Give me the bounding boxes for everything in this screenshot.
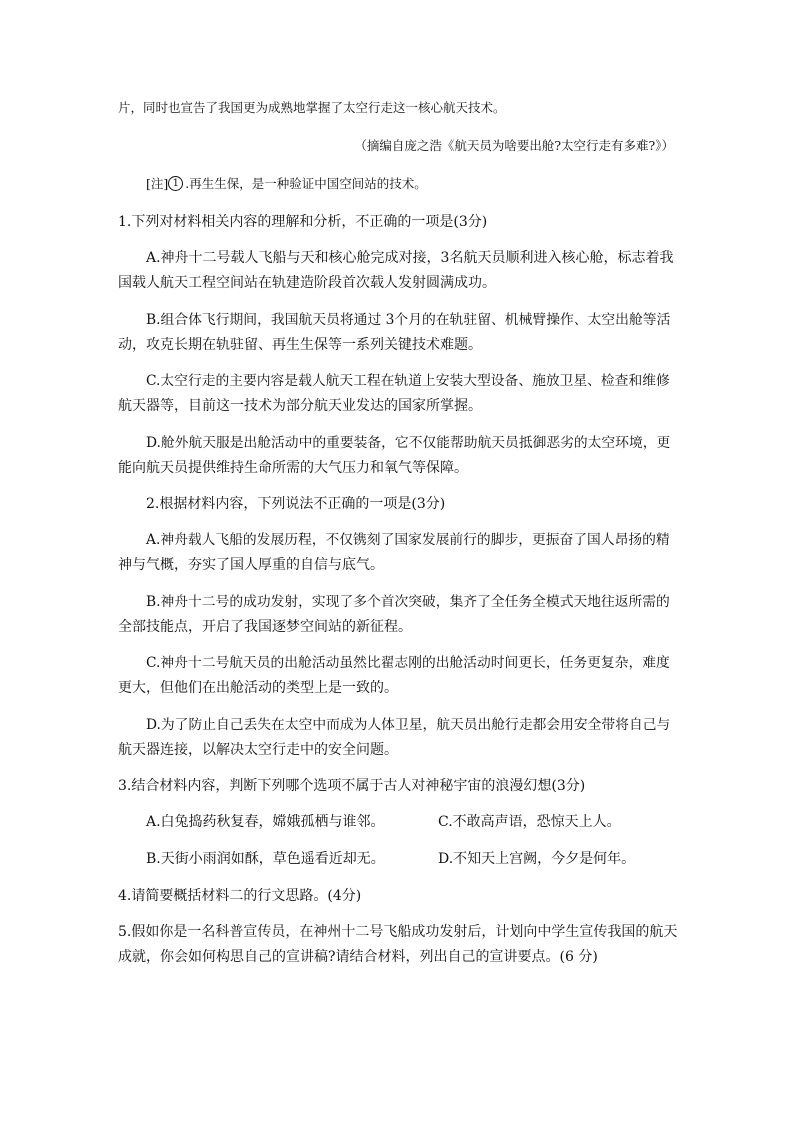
circled-number-icon: 1 [168,176,183,191]
q2-option-d-line2: 航天器连接，以解决太空行走中的安全问题。 [118,742,398,758]
question-4-stem: 4.请简要概括材料二的行文思路。(4分) [118,888,362,904]
q2-option-a-line2: 神与气概，夯实了国人厚重的自信与底气。 [118,557,384,573]
annotation-note [146,174,676,194]
q3-option-d: D.不知天上宫阙，今夕是何年。 [438,851,636,867]
question-5-line2: 成就，你会如何构思自己的宣讲稿?请结合材料，列出自己的宣讲要点。(6 分) [118,949,598,965]
q1-option-c-line1: C.太空行走的主要内容是载人航天工程在轨道上安装大型设备、施放卫星、检查和维修 [146,373,670,389]
q3-option-a: A.白兔捣药秋复春，嫦娥孤栖与谁邻。 [146,814,385,830]
question-3-stem: 3.结合材料内容，判断下列哪个选项不属于古人对神秘宇宙的浪漫幻想(3分) [118,778,586,794]
q1-option-b-line1: B.组合体飞行期间，我国航天员将通过 3个月的在轨驻留、机械臂操作、太空出舱等活 [146,312,671,328]
q1-option-a-line2: 国载人航天工程空间站在轨建造阶段首次载人发射圆满成功。 [118,275,496,291]
q1-option-c-line2: 航天器等，目前这一技术为部分航天业发达的国家所掌握。 [118,398,482,414]
question-1-stem: 1.下列对材料相关内容的理解和分析，不正确的一项是(3分) [118,214,488,230]
q2-option-c-line2: 更大，但他们在出舱活动的类型上是一致的。 [118,680,398,696]
question-5-line1: 5.假如你是一名科普宣传员，在神州十二号飞船成功发射后，计划向中学生宣传我国的航天 [118,924,678,940]
q2-option-b-line2: 全部技能点，开启了我国逐梦空间站的新征程。 [118,619,412,635]
note-prefix: [注] [146,176,169,191]
q2-option-a-line1: A.神舟载人飞船的发展历程，不仅镌刻了国家发展前行的脚步，更振奋了国人昂扬的精 [146,532,670,548]
passage-closing-line: 片，同时也宣告了我国更为成熟地掌握了太空行走这一核心航天技术。 [118,100,506,115]
q1-option-d-line1: D.舱外航天服是出舱活动中的重要装备，它不仅能帮助航天员抵御恶劣的太空环境，更 [146,435,671,451]
q3-option-c: C.不敢高声语，恐惊天上人。 [438,814,621,830]
q2-option-d-line1: D.为了防止自己丢失在太空中而成为人体卫星，航天员出舱行走都会用安全带将自己与 [146,717,671,733]
note-text: .再生生保，是一种验证中国空间站的技术。 [185,176,427,191]
source-citation: （摘编自庞之浩《航天员为啥要出舱?太空行走有多难?》） [354,138,674,153]
q1-option-b-line2: 动，攻克长期在轨驻留、再生生保等一系列关键技术难题。 [118,337,482,353]
q1-option-d-line2: 能向航天员提供维持生命所需的大气压力和氧气等保障。 [118,460,468,476]
q1-option-a-line1: A.神舟十二号载人飞船与天和核心舱完成对接，3名航天员顺利进入核心舱，标志着我 [146,250,674,266]
question-2-stem: 2.根据材料内容，下列说法不正确的一项是(3分) [146,496,446,512]
q2-option-b-line1: B.神舟十二号的成功发射，实现了多个首次突破，集齐了全任务全模式天地往返所需的 [146,594,670,610]
q3-option-b: B.天街小雨润如酥，草色遥看近却无。 [146,851,385,867]
q2-option-c-line1: C.神舟十二号航天员的出舱活动虽然比翟志刚的出舱活动时间更长，任务更复杂，难度 [146,655,670,671]
